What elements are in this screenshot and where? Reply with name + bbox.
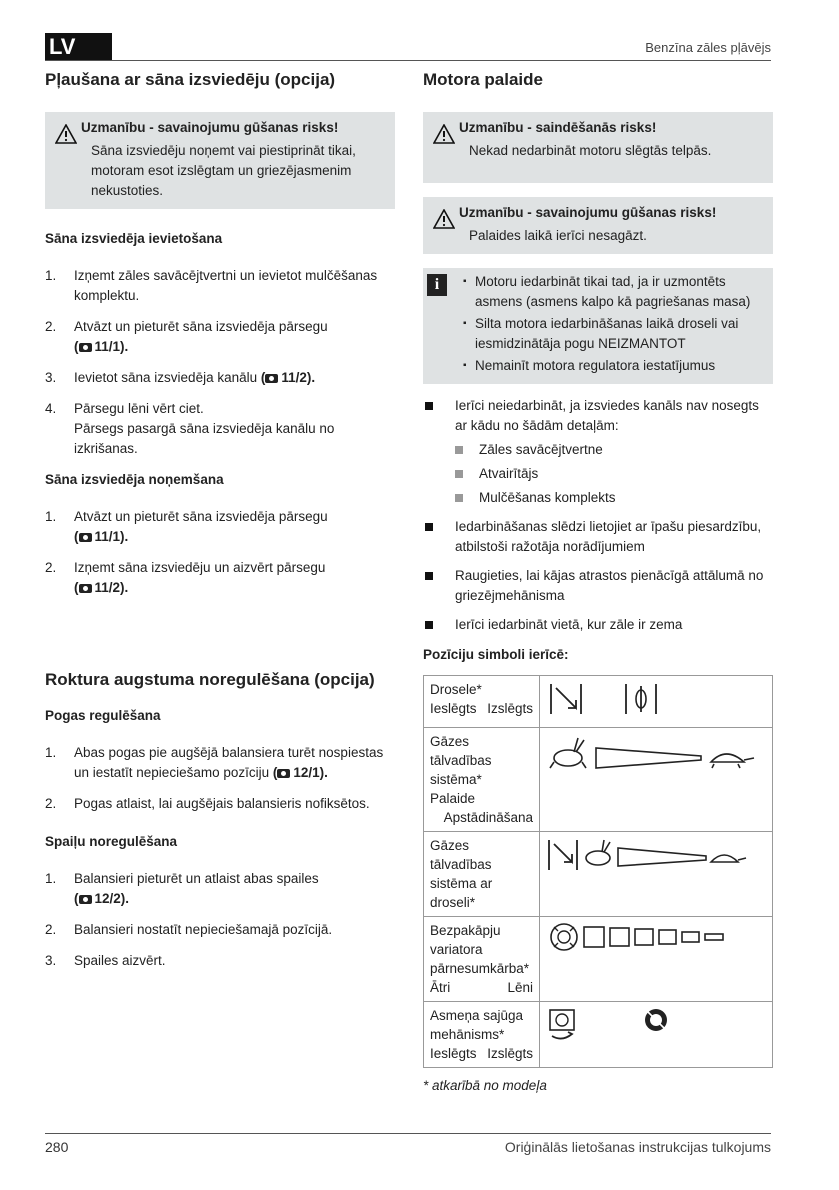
choke-off-icon — [626, 684, 656, 714]
insert-steps-list — [45, 266, 395, 459]
rabbit-icon — [550, 738, 586, 768]
warning-text: Sāna izsviedēju noņemt vai piestiprināt tikai, motoram esot izslēgtam un griezējasmenim nekustoties. — [91, 143, 356, 198]
safety-bullet-list — [423, 396, 773, 635]
turtle-icon — [711, 855, 746, 862]
warning-title: Uzmanību - saindēšanās risks! — [459, 120, 657, 135]
list-item: 3. Ievietot sāna izsviedēja kanālu ( 11/2). — [45, 370, 316, 385]
list-item: ▪ Nemainīt motora regulatora iestatījumus — [463, 356, 765, 376]
list-item: 1. Atvāzt un pieturēt sāna izsviedēja pārsegu ( 11/1). — [45, 509, 328, 544]
remove-steps-list — [45, 507, 395, 598]
warning-triangle-icon — [433, 209, 455, 229]
language-badge: LV — [45, 33, 112, 61]
choke-on-icon — [551, 684, 581, 714]
subheading-remove: Sāna izsviedēja noņemšana — [45, 472, 224, 487]
list-item: Zāles savācējtvertne — [455, 440, 773, 460]
list-item: Ierīci iedarbināt vietā, kur zāle ir zema — [423, 615, 773, 635]
warning-box-injury — [45, 112, 395, 209]
camera-icon — [79, 895, 92, 904]
table-row: Drosele* Ieslēgts Izslēgts — [424, 676, 773, 728]
camera-icon — [79, 343, 92, 352]
camera-icon — [277, 769, 290, 778]
warning-title: Uzmanību - savainojumu gūšanas risks! — [81, 120, 339, 135]
blade-clutch-on-icon — [550, 1010, 574, 1039]
table-row: Asmeņa sajūga mehānisms* Ieslēgts Izslēgts — [424, 1002, 773, 1068]
knob-steps-list — [45, 743, 395, 814]
warning-triangle-icon — [433, 124, 455, 144]
clamp-steps-list — [45, 869, 395, 971]
list-item: ▪ Motoru iedarbināt tikai tad, ja ir uzmontēts asmens (asmens kalpo kā pagriešanas masa) — [463, 272, 765, 312]
warning-text: Palaides laikā ierīci nesagāzt. — [469, 228, 647, 243]
rabbit-icon — [586, 840, 610, 865]
list-item: 4. Pārsegu lēni vērt ciet. Pārsegs pasargā sāna izsviedēja kanālu no izkrišanas. — [45, 401, 335, 456]
list-item: Mulčēšanas komplekts — [455, 488, 773, 508]
table-row: Gāzes tālvadības sistēma ar droseli* — [424, 832, 773, 917]
speed-steps-icon — [584, 927, 723, 947]
list-item: 1. Balansieri pieturēt un atlaist abas spailes ( 12/2). — [45, 871, 319, 906]
header-divider — [45, 60, 771, 61]
page-number: 280 — [45, 1139, 69, 1155]
list-item: 3. Spailes aizvērt. — [45, 953, 166, 968]
section-title-side-discharge: Pļaušana ar sāna izsviedēju (opcija) — [45, 70, 336, 89]
list-item: 2. Pogas atlaist, lai augšējais balansieris nofiksētos. — [45, 796, 370, 811]
warning-triangle-icon — [55, 124, 77, 144]
footer-divider — [45, 1133, 771, 1134]
list-item: Ierīci neiedarbināt, ja izsviedes kanāls nav nosegts ar kādu no šādām detaļām: Zāles savācējtvertne Atvairītājs Mulčēšanas komplekts — [423, 396, 773, 508]
warning-box-poison — [423, 112, 773, 183]
right-column — [423, 70, 773, 644]
footnote: * atkarībā no modeļa — [423, 1078, 547, 1093]
info-icon: i — [427, 274, 447, 296]
section-title-engine-start: Motora palaide — [423, 70, 543, 89]
list-item: 2. Izņemt sāna izsviedēju un aizvērt pārsegu ( 11/2). — [45, 560, 326, 595]
info-list — [463, 272, 765, 376]
symbols-title: Pozīciju simboli ierīcē: — [423, 647, 569, 662]
header-title: Benzīna zāles pļāvējs — [645, 40, 771, 55]
footer-title: Oriģinālās lietošanas instrukcijas tulkojums — [504, 1139, 771, 1155]
table-row: Bezpakāpju variatora pārnesumkārba* Ātri Lēni — [424, 917, 773, 1002]
section-title-handle-height: Roktura augstuma noregulēšana (opcija) — [45, 670, 375, 689]
turtle-icon — [711, 754, 754, 768]
speed-wedge-icon — [618, 848, 706, 866]
list-item: 1. Abas pogas pie augšējā balansiera turēt nospiestas un iestatīt nepieciešamo pozīciju ( 12/1). — [45, 745, 384, 780]
subheading-clamp: Spaiļu noregulēšana — [45, 834, 178, 849]
left-column-lower — [45, 670, 395, 982]
speed-wedge-icon — [596, 748, 701, 768]
subheading-knob: Pogas regulēšana — [45, 708, 161, 723]
subheading-insert: Sāna izsviedēja ievietošana — [45, 231, 223, 246]
warning-box-injury-start — [423, 197, 773, 254]
list-item: 1. Izņemt zāles savācējtvertni un ievietot mulčēšanas komplektu. — [45, 268, 378, 303]
camera-icon — [79, 533, 92, 542]
warning-title: Uzmanību - savainojumu gūšanas risks! — [459, 205, 717, 220]
variator-wheel-icon — [551, 924, 577, 950]
choke-on-icon — [549, 840, 577, 870]
list-item: 2. Atvāzt un pieturēt sāna izsviedēja pārsegu ( 11/1). — [45, 319, 328, 354]
left-column — [45, 70, 395, 609]
camera-icon — [79, 584, 92, 593]
table-row: Gāzes tālvadības sistēma* Palaide Apstādināšana — [424, 728, 773, 832]
camera-icon — [265, 374, 278, 383]
warning-text: Nekad nedarbināt motoru slēgtās telpās. — [469, 143, 712, 158]
info-box — [423, 268, 773, 384]
symbols-table — [423, 675, 773, 1068]
symbols-section — [423, 645, 773, 1096]
list-item: Iedarbināšanas slēdzi lietojiet ar īpašu piesardzību, atbilstoši ražotāja norādījumiem — [423, 517, 773, 557]
list-item: Atvairītājs — [455, 464, 773, 484]
list-item: ▪ Silta motora iedarbināšanas laikā droseli vai iesmidzinātāja pogu NEIZMANTOT — [463, 314, 765, 354]
list-item: 2. Balansieri nostatīt nepieciešamajā pozīcijā. — [45, 922, 333, 937]
list-item: Raugieties, lai kājas atrastos pienācīgā attālumā no griezējmehānisma — [423, 566, 773, 606]
sub-list — [455, 440, 773, 508]
blade-clutch-off-icon — [645, 1009, 667, 1031]
